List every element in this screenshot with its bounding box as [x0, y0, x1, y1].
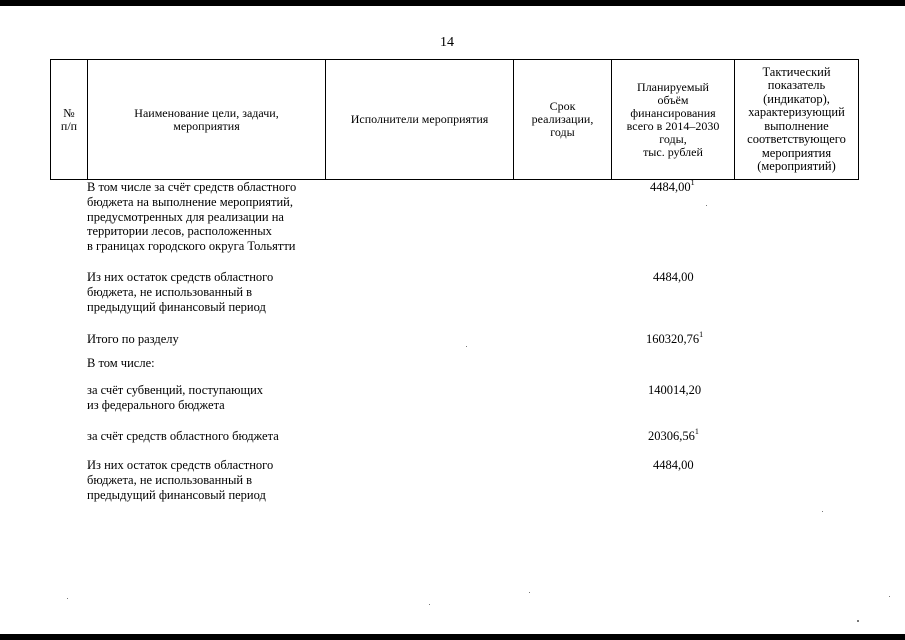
row-value-2: 4484,00: [653, 270, 694, 284]
row-text-5: за счёт субвенций, поступающих из федерального бюджета: [87, 383, 264, 412]
row-text-2: Из них остаток средств областного бюджета, не использованный в предыдущий финансовый период: [87, 270, 274, 314]
bottom-border-bar: [0, 634, 905, 640]
scan-speck: [822, 511, 823, 512]
header-executors: Исполнители мероприятия: [326, 60, 514, 180]
row-value-7: 4484,00: [653, 458, 694, 472]
row-text-1: В том числе за счёт средств областного бюджета на выполнение мероприятий, предусмотренных для реализации на территории лесов, расположенных в границах городского округа Тольятти: [87, 180, 297, 254]
row-value-6: 20306,56$^1$: [648, 427, 699, 443]
row-value-3: 160320,76$^1$: [646, 330, 704, 346]
scan-speck: [466, 346, 467, 347]
row-value-5: 140014,20: [648, 383, 702, 397]
scan-speck: [706, 205, 707, 206]
header-term: Срок реализации, годы: [514, 60, 612, 180]
row-text-4: В том числе:: [87, 356, 155, 370]
row-text-3: Итого по разделу: [87, 332, 179, 346]
header-number: № п/п: [51, 60, 88, 180]
row-text-6: за счёт средств областного бюджета: [87, 429, 279, 443]
scan-speck: [529, 592, 530, 593]
header-indicator: Тактический показатель (индикатор), характеризующий выполнение соответствующего мероприятия (мероприятий): [735, 60, 859, 180]
scan-speck: [67, 598, 68, 599]
table-header: [50, 59, 859, 180]
row-value-1: 4484,00$^1$: [650, 178, 695, 194]
header-name: Наименование цели, задачи, мероприятия: [88, 60, 326, 180]
header-funding: Планируемый объём финансирования всего в 2014–2030 годы, тыс. рублей: [612, 60, 735, 180]
scan-speck: [889, 596, 890, 597]
scan-speck: [857, 620, 859, 622]
top-border-bar: [0, 0, 905, 6]
scan-speck: [429, 604, 430, 605]
page-number: 14: [440, 35, 454, 50]
row-text-7: Из них остаток средств областного бюджета, не использованный в предыдущий финансовый период: [87, 458, 274, 502]
